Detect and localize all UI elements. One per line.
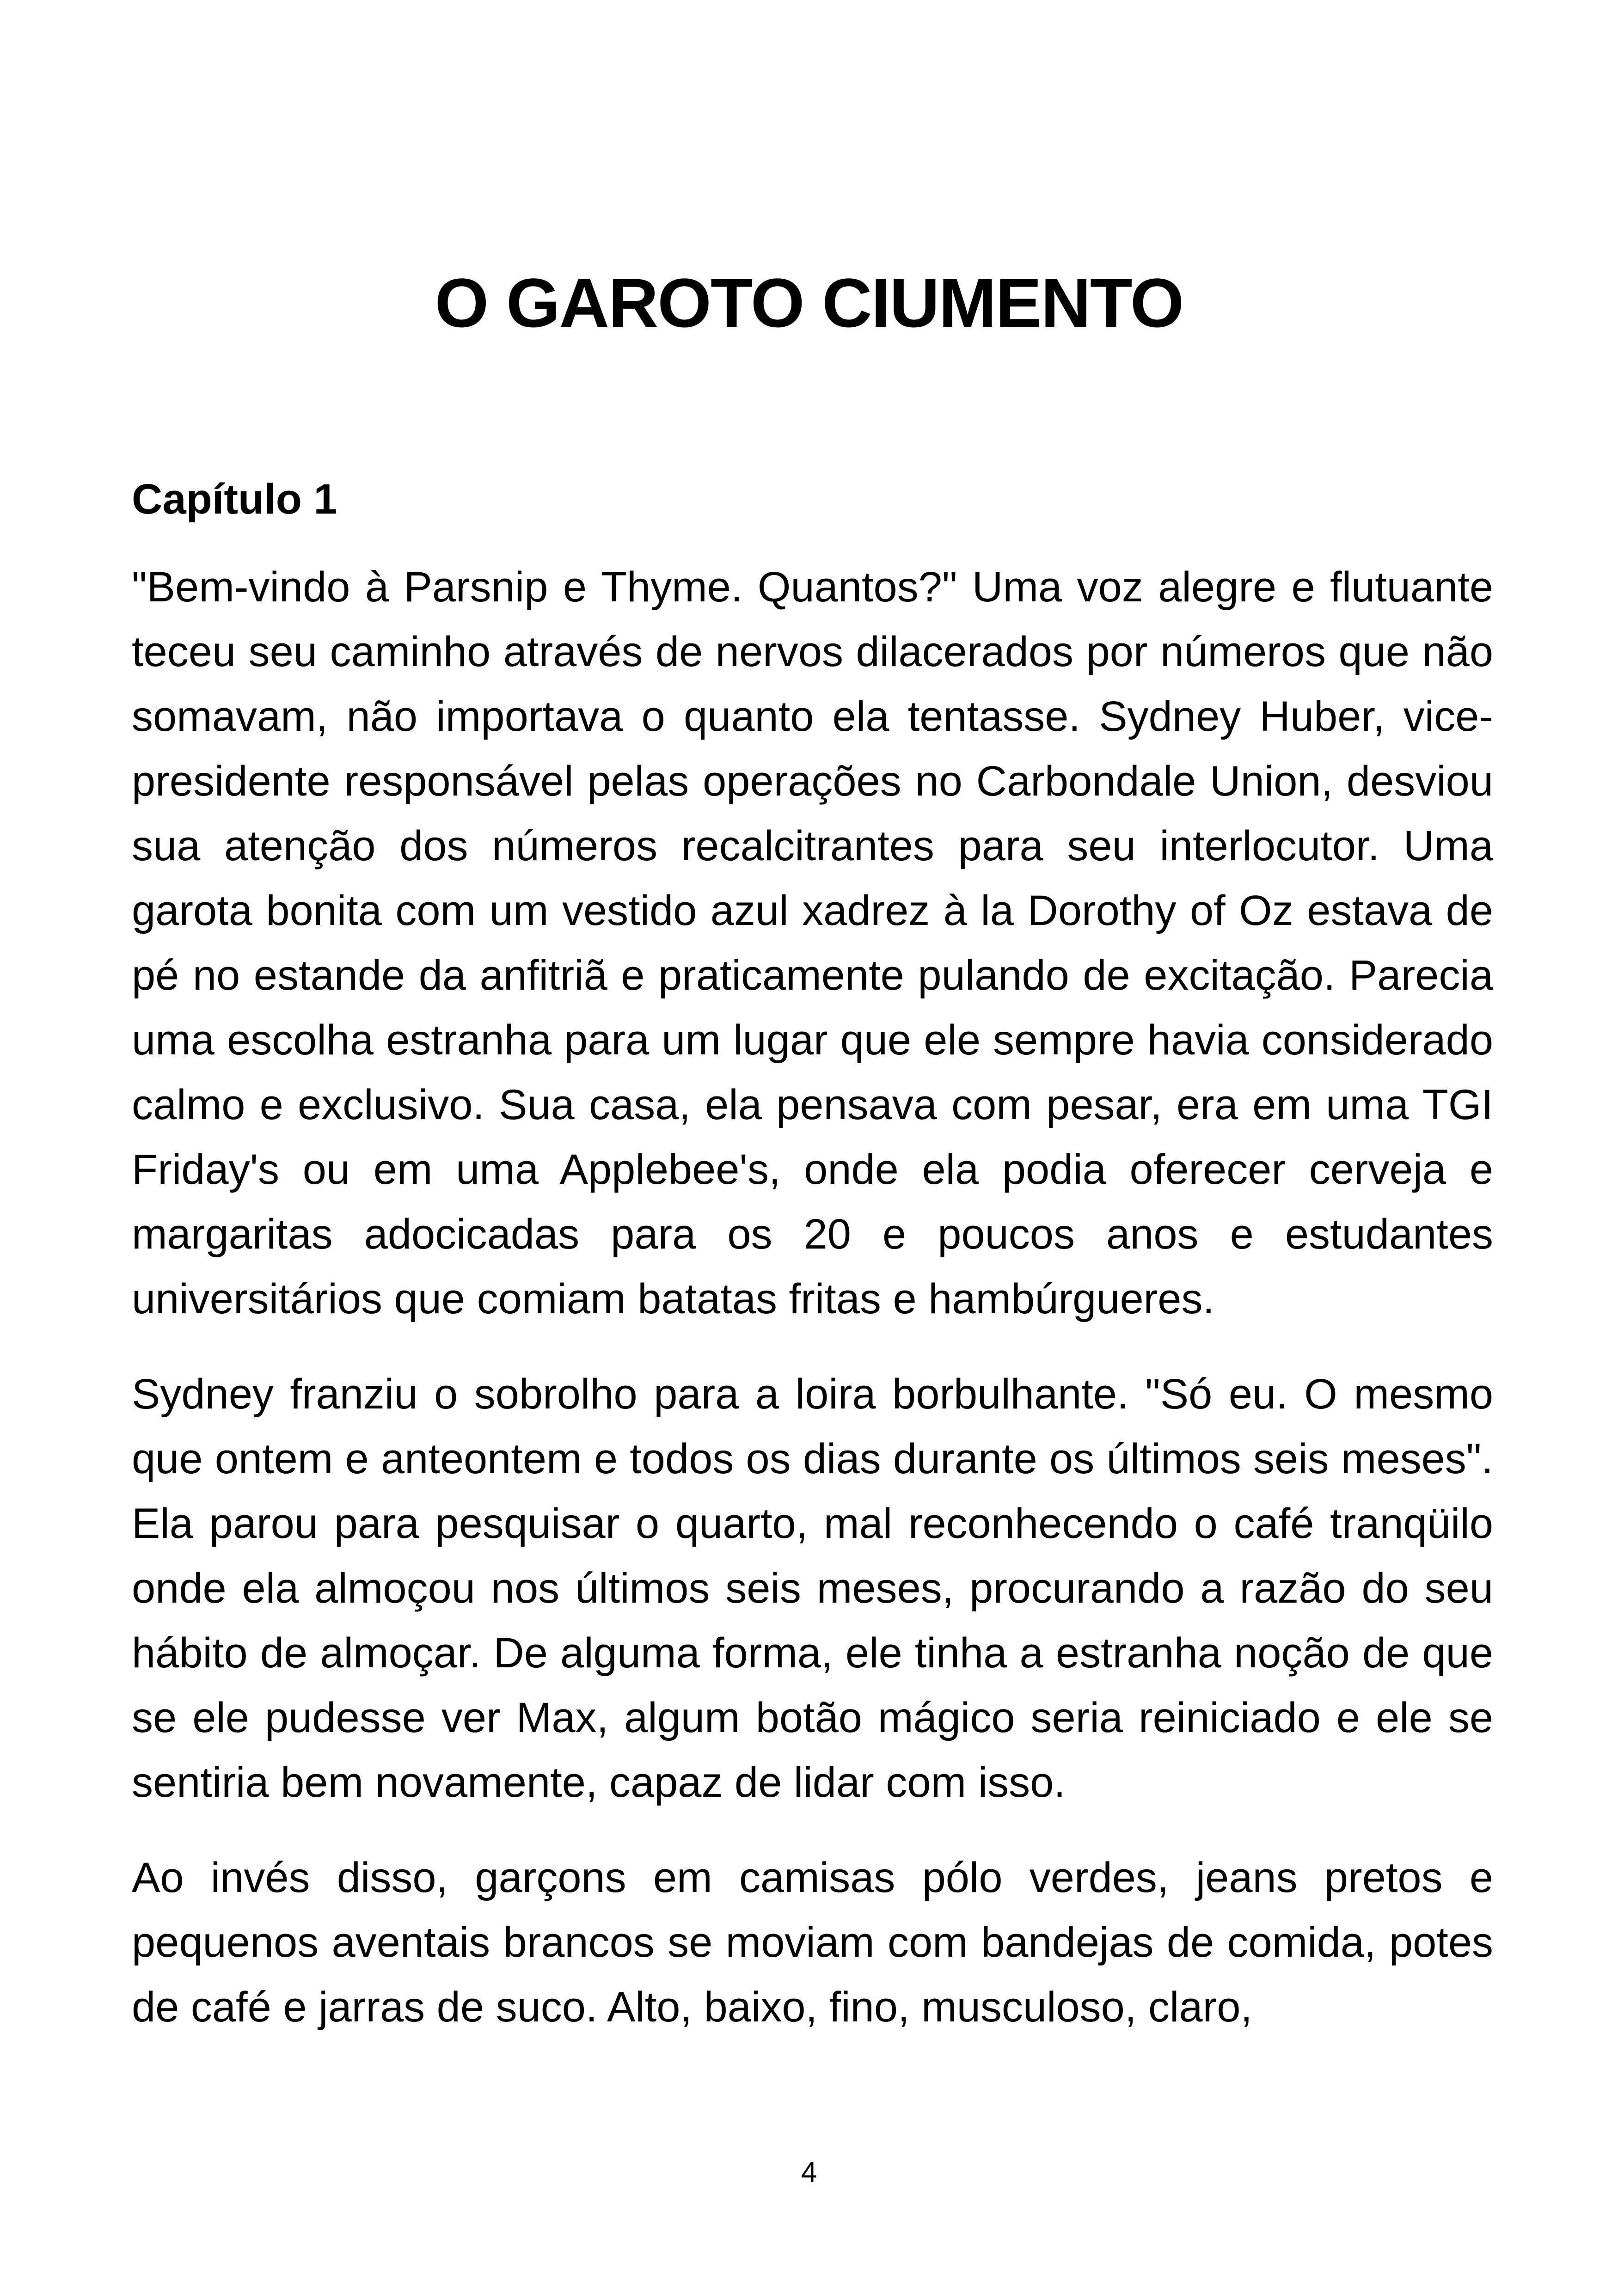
paragraph-1: "Bem-vindo à Parsnip e Thyme. Quantos?" Uma voz alegre e flutuante teceu seu caminho através de nervos dilacerados por números que não somavam, não importava o quanto ela tentasse. Sydney Huber, vice-presidente responsável pelas operações no Carbondale Union, desviou sua atenção dos números recalcitrantes para seu interlocutor. Uma garota bonita com um vestido azul xadrez à la Dorothy of Oz estava de pé no estande da anfitriã e praticamente pulando de excitação. Parecia uma escolha estranha para um lugar que ele sempre havia considerado calmo e exclusivo. Sua casa, ela pensava com pesar, era em uma TGI Friday's ou em uma Applebee's, onde ela podia oferecer cerveja e margaritas adocicadas para os 20 e poucos anos e estudantes universitários que comiam batatas fritas e hambúrgueres. [132,563,1493,1322]
page-number: 4 [801,2156,817,2188]
chapter-heading: Capítulo 1 [132,476,337,523]
body-text [132,467,1493,2070]
book-title: O GAROTO CIUMENTO [435,264,1183,342]
paragraph-3: Ao invés disso, garçons em camisas pólo verdes, jeans pretos e pequenos aventais brancos se moviam com bandejas de comida, potes de café e jarras de suco. Alto, baixo, fino, musculoso, claro, [132,1854,1493,2031]
paragraph-2: Sydney franziu o sobrolho para a loira borbulhante. "Só eu. O mesmo que ontem e anteontem e todos os dias durante os últimos seis meses". Ela parou para pesquisar o quarto, mal reconhecendo o café tranqüilo onde ela almoçou nos últimos seis meses, procurando a razão do seu hábito de almoçar. De alguma forma, ele tinha a estranha noção de que se ele pudesse ver Max, algum botão mágico seria reiniciado e ele se sentiria bem novamente, capaz de lidar com isso. [132,1371,1493,1806]
